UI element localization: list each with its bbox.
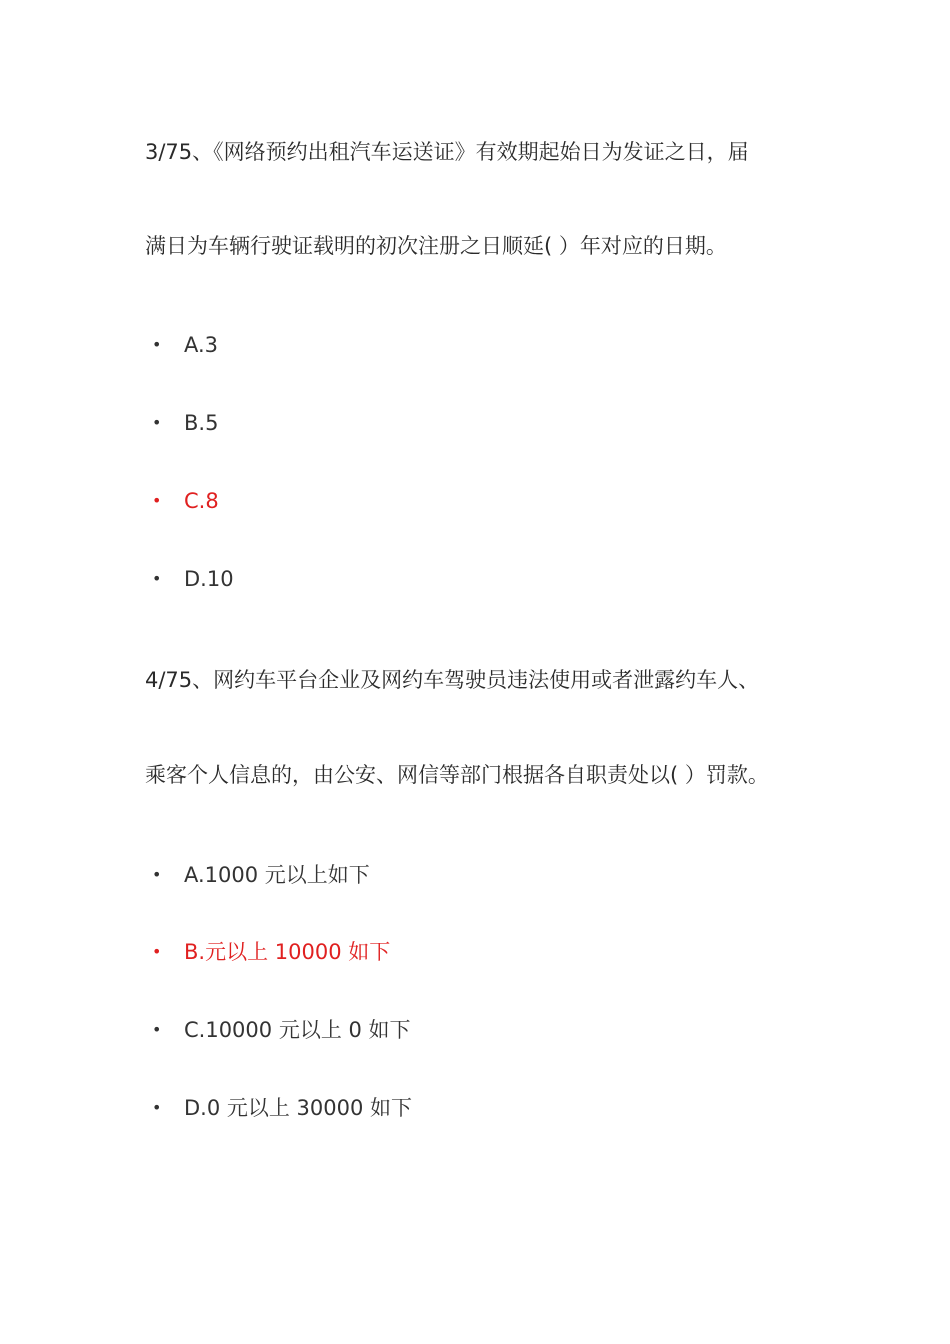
- option-label: A.3: [184, 333, 219, 357]
- question-3-text-line-2: 满日为车辆行驶证载明的初次注册之日顺延( ）年对应的日期。: [145, 234, 727, 258]
- option-label: A.1000 元以上如下: [184, 863, 370, 887]
- question-4-option-c: [152, 1016, 411, 1045]
- question-4-option-b-correct: [152, 938, 390, 967]
- option-label: D.10: [184, 567, 234, 591]
- bullet-icon: •: [152, 1020, 162, 1039]
- question-3-option-d: [152, 565, 234, 594]
- bullet-icon: •: [152, 865, 162, 884]
- option-label: C.10000 元以上 0 如下: [184, 1018, 411, 1042]
- bullet-icon: •: [152, 942, 162, 961]
- question-4-option-d: [152, 1094, 412, 1123]
- question-3-option-a: [152, 331, 218, 360]
- bullet-icon: •: [152, 491, 162, 510]
- bullet-icon: •: [152, 413, 162, 432]
- question-4-option-a: [152, 861, 370, 890]
- question-4-text-line-2: 乘客个人信息的，由公安、网信等部门根据各自职责处以( ）罚款。: [145, 763, 769, 787]
- question-3-text-line-1: 3/75、《网络预约出租汽车运送证》有效期起始日为发证之日，届: [145, 140, 749, 164]
- bullet-icon: •: [152, 335, 162, 354]
- question-3-option-c-correct: [152, 487, 219, 516]
- bullet-icon: •: [152, 569, 162, 588]
- option-label: B.元以上 10000 如下: [184, 940, 391, 964]
- option-label: C.8: [184, 489, 219, 513]
- option-label: B.5: [184, 411, 219, 435]
- question-3-option-b: [152, 409, 218, 438]
- bullet-icon: •: [152, 1098, 162, 1117]
- option-label: D.0 元以上 30000 如下: [184, 1096, 413, 1120]
- question-4-text-line-1: 4/75、网约车平台企业及网约车驾驶员违法使用或者泄露约车人、: [145, 668, 760, 692]
